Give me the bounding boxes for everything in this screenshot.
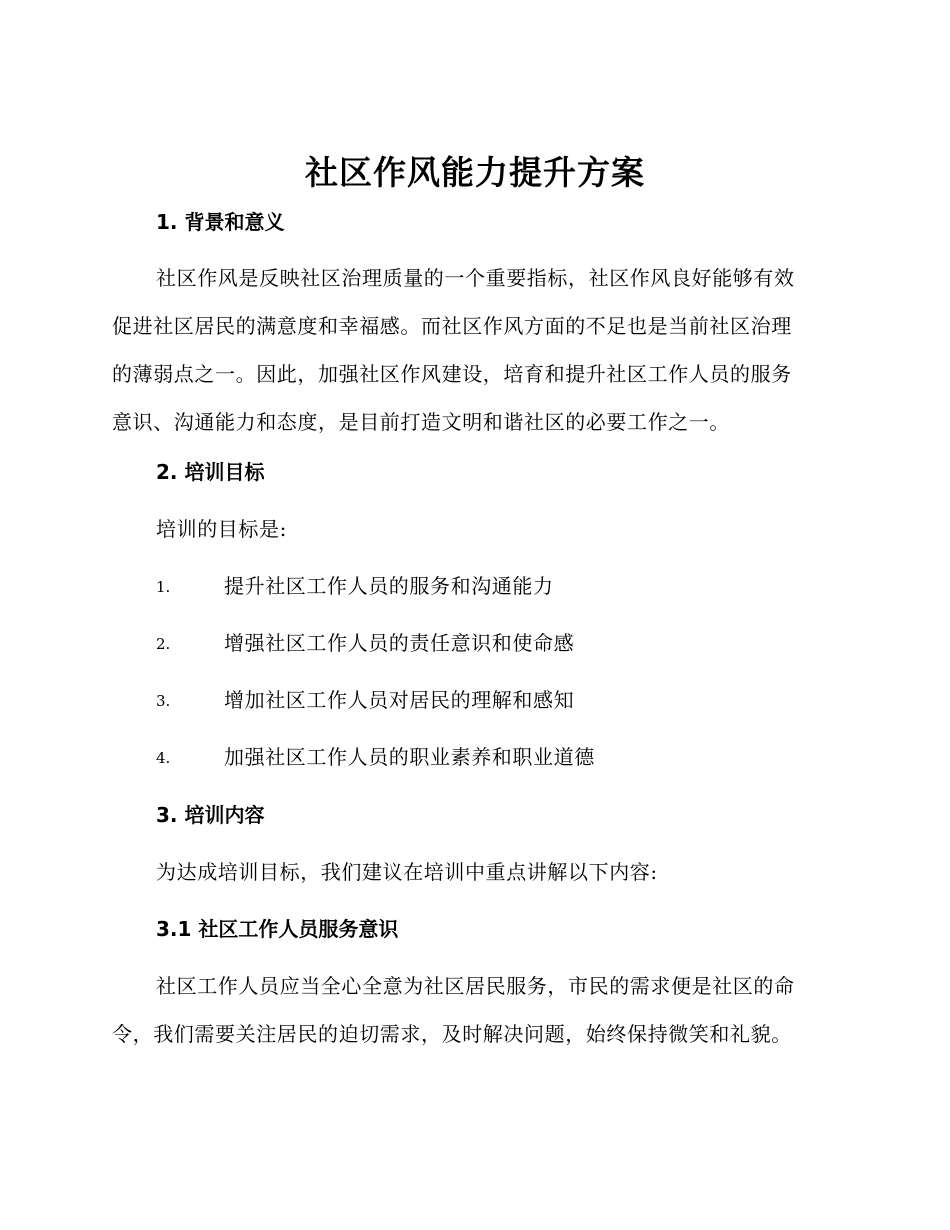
paragraph-line: 的薄弱点之一。因此，加强社区作风建设，培育和提升社区工作人员的服务 [112,362,792,386]
section-heading-service-awareness: 3.1 社区工作人员服务意识 [156,917,399,941]
service-awareness-paragraph [112,962,832,1058]
paragraph-line: 社区作风是反映社区治理质量的一个重要指标，社区作风良好能够有效 [156,266,795,290]
list-item-text: 增强社区工作人员的责任意识和使命感 [224,631,575,655]
list-item [156,629,856,657]
list-item-text: 提升社区工作人员的服务和沟通能力 [224,574,554,598]
section-heading-background: 1. 背景和意义 [156,210,285,234]
paragraph-line: 社区工作人员应当全心全意为社区居民服务，市民的需求便是社区的命 [156,974,795,998]
background-paragraph [112,254,832,446]
document-title: 社区作风能力提升方案 [305,153,645,192]
list-item-text: 加强社区工作人员的职业素养和职业道德 [224,745,595,769]
paragraph-line: 意识、沟通能力和态度，是目前打造文明和谐社区的必要工作之一。 [112,410,730,434]
list-item-text: 增加社区工作人员对居民的理解和感知 [224,688,575,712]
list-item-number: 3. [156,692,171,710]
paragraph-line: 促进社区居民的满意度和幸福感。而社区作风方面的不足也是当前社区治理 [112,314,792,338]
training-goals-intro: 培训的目标是: [156,517,287,541]
list-item-number: 2. [156,635,171,653]
paragraph-line: 令，我们需要关注居民的迫切需求，及时解决问题，始终保持微笑和礼貌。 [112,1022,792,1046]
training-content-intro: 为达成培训目标，我们建议在培训中重点讲解以下内容: [156,860,658,884]
list-item-number: 1. [156,578,171,596]
list-item-number: 4. [156,749,171,767]
list-item [156,743,856,771]
section-heading-training-goals: 2. 培训目标 [156,460,265,484]
list-item [156,572,856,600]
list-item [156,686,856,714]
section-heading-training-content: 3. 培训内容 [156,803,265,827]
